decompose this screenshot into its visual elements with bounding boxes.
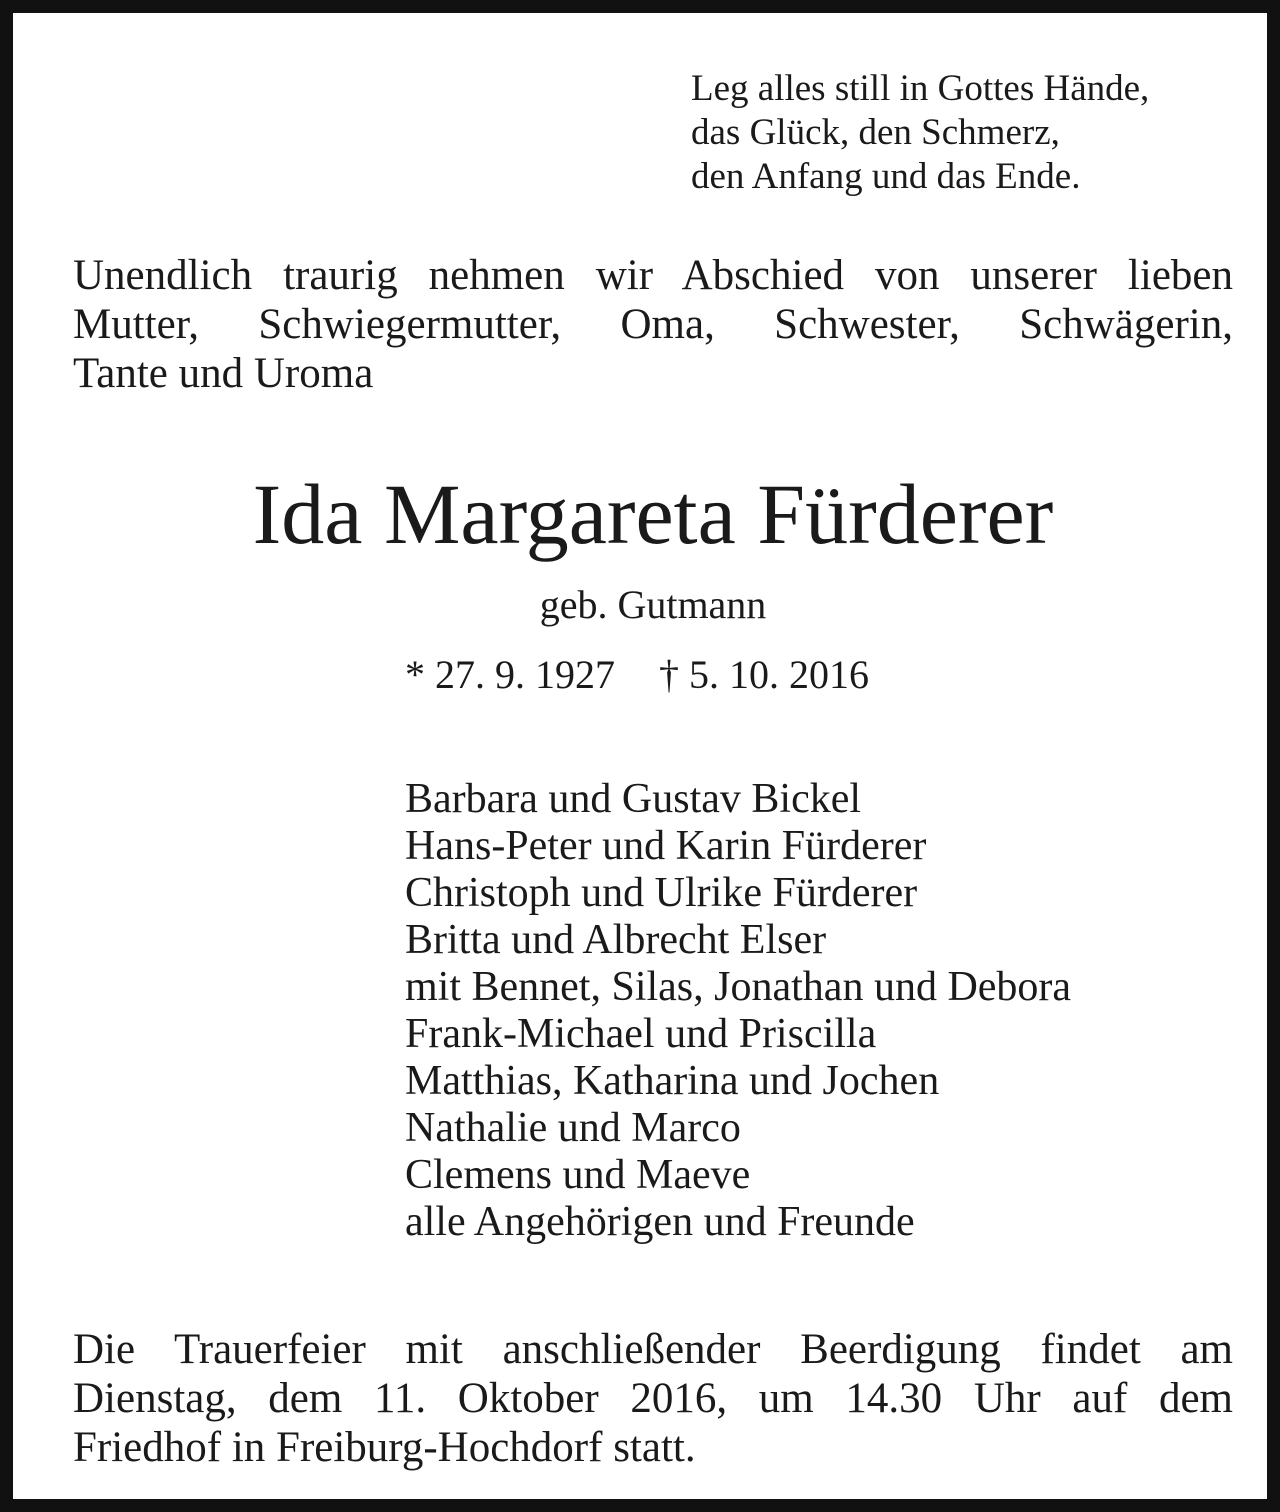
mourner-line: Christoph und Ulrike Fürderer <box>405 870 918 916</box>
service-line: Die Trauerfeier mit anschließender Beerdigung findet am <box>73 1326 1233 1373</box>
verse-line: das Glück, den Schmerz, <box>691 112 1060 153</box>
birth-name: geb. Gutmann <box>539 582 767 627</box>
mourner-line: Britta und Albrecht Elser <box>405 917 827 963</box>
funeral-service-info <box>73 1325 1233 1472</box>
mourner-line: alle Angehörigen und Freunde <box>405 1199 915 1245</box>
mourner-line: Matthias, Katharina und Jochen <box>405 1058 940 1104</box>
mourner-line: Barbara und Gustav Bickel <box>405 776 862 822</box>
mourner-line: Clemens und Maeve <box>405 1152 751 1198</box>
farewell-line: Tante und Uroma <box>73 350 374 397</box>
service-line: Dienstag, dem 11. Oktober 2016, um 14.30 Uhr auf dem <box>73 1375 1233 1422</box>
farewell-text <box>73 251 1233 398</box>
mourner-line: Hans-Peter und Karin Fürderer <box>405 823 927 869</box>
farewell-line: Unendlich traurig nehmen wir Abschied von unserer lieben <box>73 252 1233 299</box>
verse-line: Leg alles still in Gottes Hände, <box>691 68 1150 109</box>
life-dates <box>405 649 869 701</box>
farewell-line: Mutter, Schwiegermutter, Oma, Schwester, Schwägerin, <box>73 301 1233 348</box>
verse-line: den Anfang und das Ende. <box>691 156 1081 197</box>
deceased-name: Ida Margareta Fürderer <box>252 466 1054 562</box>
mourners-list <box>405 776 1071 1246</box>
verse-quote <box>691 67 1149 199</box>
death-date: † 5. 10. 2016 <box>659 652 869 697</box>
birth-date: * 27. 9. 1927 <box>405 652 615 697</box>
mourner-line: Nathalie und Marco <box>405 1105 741 1151</box>
service-line: Friedhof in Freiburg-Hochdorf statt. <box>73 1424 696 1471</box>
mourner-line: mit Bennet, Silas, Jonathan und Debora <box>405 964 1072 1010</box>
mourner-line: Frank-Michael und Priscilla <box>405 1011 877 1057</box>
